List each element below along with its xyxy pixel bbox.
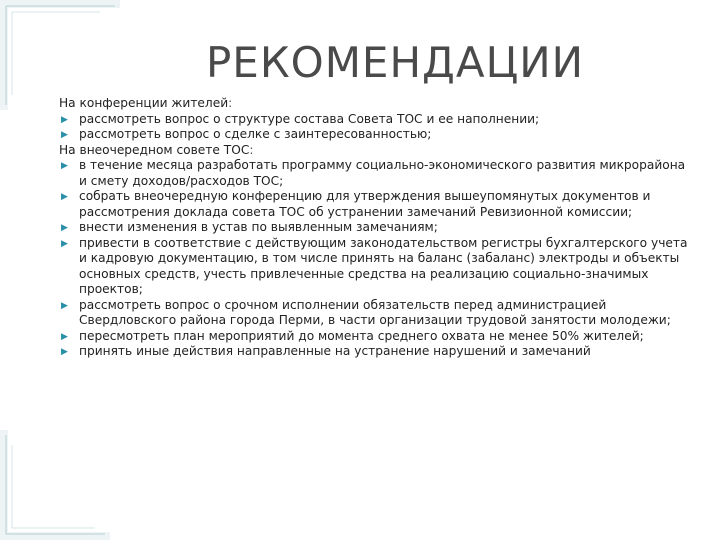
triangle-bullet-icon: ▶ (61, 114, 68, 125)
residents-conference-list (59, 112, 689, 143)
section-heading-text: На конференции жителей (59, 96, 229, 110)
heading-colon: : (249, 142, 254, 157)
list-item (59, 220, 689, 236)
extraordinary-council-list (59, 158, 689, 360)
list-item (59, 189, 689, 220)
list-item-text: в течение месяца разработать программу социально-экономического развития микрорайона и смету доходов/расходов ТОС; (79, 158, 686, 188)
triangle-bullet-icon: ▶ (61, 161, 68, 171)
list-item-text: собрать внеочередную конференцию для утверждения вышеупомянутых документов и рассмотрения доклада совета ТОС об устранении замечаний Ревизионной комиссии; (79, 189, 651, 219)
section-heading-text: На внеочередном совете ТОС (59, 142, 250, 157)
list-item-text: рассмотреть вопрос о структуре состава Совета ТОС и ее наполнении; (79, 111, 540, 126)
triangle-bullet-icon: ▶ (61, 223, 68, 233)
triangle-bullet-icon: ▶ (61, 238, 68, 249)
list-item (59, 236, 689, 298)
list-item-text: привести в соответствие с действующим законодательством регистры бухгалтерского учета и кадровую документацию, в том числе принять на баланс (забаланс) электроды и объекты основных средств, учесть привлеченные средства на реализацию социально-значимых проектов; (79, 235, 688, 296)
list-item (59, 344, 689, 360)
section-heading-residents-conference (59, 96, 689, 112)
list-item (59, 158, 689, 189)
list-item (59, 112, 689, 128)
list-item-text: рассмотреть вопрос о срочном исполнении обязательств перед администрацией Свердловского района города Перми, в части организации трудовой занятости молодежи; (79, 297, 671, 327)
triangle-bullet-icon: ▶ (61, 300, 68, 311)
list-item (59, 127, 689, 143)
triangle-bullet-icon: ▶ (61, 130, 68, 140)
triangle-bullet-icon: ▶ (61, 331, 68, 342)
recommendations-content (59, 96, 689, 360)
list-item-text: внести изменения в устав по выявленным замечаниям; (79, 220, 438, 234)
list-item-text: пересмотреть план мероприятий до момента среднего охвата не менее 50% жителей; (79, 328, 644, 343)
list-item (59, 298, 689, 329)
heading-colon: : (228, 96, 233, 110)
list-item-text: рассмотреть вопрос о сделке с заинтересованностью; (79, 127, 432, 141)
page-title: РЕКОМЕНДАЦИИ (205, 38, 585, 87)
section-heading-extraordinary-council (59, 143, 689, 159)
triangle-bullet-icon: ▶ (61, 347, 68, 357)
decorative-frame-bottom (0, 430, 110, 540)
list-item-text: принять иные действия направленные на устранение нарушений и замечаний (79, 344, 591, 358)
triangle-bullet-icon: ▶ (61, 192, 68, 202)
list-item (59, 329, 689, 345)
